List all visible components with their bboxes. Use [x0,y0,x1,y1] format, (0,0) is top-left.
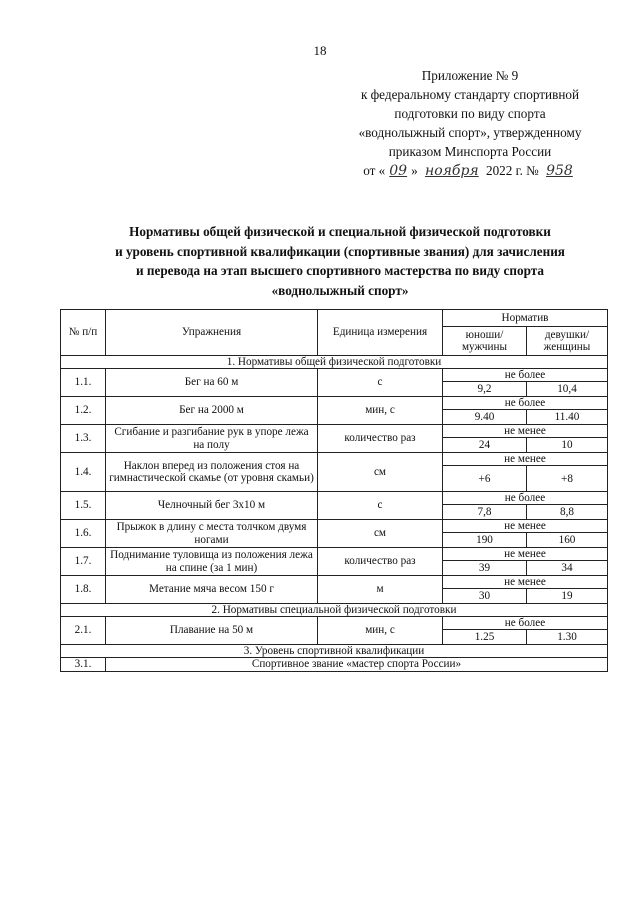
page-number: 18 [313,43,327,58]
row-condition: не более [443,369,608,382]
row-number: 1.4. [61,453,106,492]
row-exercise: Поднимание туловища из положения лежа на спине (за 1 мин) [106,548,318,576]
handwritten-day: 09 [389,163,408,179]
value-female: +8 [527,466,608,492]
row-condition: не более [443,617,608,630]
row-condition: не менее [443,520,608,533]
row-unit: м [318,576,443,604]
row-number: 1.7. [61,548,106,576]
value-male: 24 [443,438,527,453]
row-exercise: Плавание на 50 м [106,617,318,645]
value-female: 19 [527,589,608,604]
row-number: 1.8. [61,576,106,604]
table-row [61,617,608,630]
title-line: и уровень спортивной квалификации (спортивные звания) для зачисления [115,243,565,259]
norms-table-body [61,310,608,672]
value-female: 1.30 [527,630,608,645]
row-number: 3.1. [61,658,106,672]
header-exercise: Упражнения [106,310,318,356]
row-condition: не менее [443,425,608,438]
table-row [61,492,608,505]
section-row [61,645,608,658]
row-number: 1.1. [61,369,106,397]
appendix-line: Приложение № 9 [421,68,519,83]
row-condition: не менее [443,453,608,466]
header-unit: Единица измерения [318,310,443,356]
row-unit: см [318,453,443,492]
table-row [61,548,608,561]
value-female: 8,8 [527,505,608,520]
header-num: № п/п [61,310,106,356]
row-exercise: Сгибание и разгибание рук в упоре лежа на полу [106,425,318,453]
row-unit: см [318,520,443,548]
table-row [61,658,608,672]
appendix-block [330,66,610,181]
row-condition: не более [443,397,608,410]
value-male: 9,2 [443,382,527,397]
appendix-line: к федеральному стандарту спортивной [360,87,580,102]
section-title: 1. Нормативы общей физической подготовки [61,356,608,369]
header-norm: Норматив [443,310,608,327]
header-row [61,310,608,327]
row-number: 1.6. [61,520,106,548]
value-male: 30 [443,589,527,604]
header-male: юноши/ мужчины [443,327,527,356]
appendix-line: подготовки по виду спорта [394,106,546,121]
table-row [61,576,608,589]
row-unit: с [318,492,443,520]
value-female: 11.40 [527,410,608,425]
table-row [61,520,608,533]
row-unit: с [318,369,443,397]
value-female: 160 [527,533,608,548]
row-number: 1.3. [61,425,106,453]
norms-table [60,309,608,672]
value-female: 10 [527,438,608,453]
row-number: 1.2. [61,397,106,425]
row-unit: количество раз [318,548,443,576]
row-exercise: Наклон вперед из положения стоя на гимнастической скамье (от уровня скамьи) [106,453,318,492]
table-row [61,453,608,466]
handwritten-month: ноября [424,163,479,179]
appendix-date-line [330,161,610,181]
row-condition: не менее [443,548,608,561]
header-female: девушки/ женщины [527,327,608,356]
row-condition: не более [443,492,608,505]
row-number: 1.5. [61,492,106,520]
value-male: 1.25 [443,630,527,645]
section-title: 3. Уровень спортивной квалификации [61,645,608,658]
title-line: и перевода на этап высшего спортивного мастерства по виду спорта [136,263,544,278]
value-female: 34 [527,561,608,576]
value-male: 9.40 [443,410,527,425]
row-number: 2.1. [61,617,106,645]
appendix-line: приказом Минспорта России [388,144,552,159]
value-male: 39 [443,561,527,576]
section-row [61,356,608,369]
row-condition: не менее [443,576,608,589]
table-row [61,425,608,438]
handwritten-order-number: 958 [546,163,573,179]
section-title: 2. Нормативы специальной физической подготовки [61,604,608,617]
value-male: 190 [443,533,527,548]
title-line: «воднолыжный спорт» [271,282,409,298]
row-exercise: Бег на 2000 м [106,397,318,425]
table-row [61,369,608,382]
value-male: 7,8 [443,505,527,520]
row-exercise: Прыжок в длину с места толчком двумя ногами [106,520,318,548]
row-text: Спортивное звание «мастер спорта России» [106,658,608,672]
date-mid: » [411,163,418,178]
document-title [60,222,620,300]
row-unit: мин, с [318,397,443,425]
value-female: 10,4 [527,382,608,397]
appendix-line: «воднолыжный спорт», утвержденному [358,125,582,140]
row-unit: мин, с [318,617,443,645]
row-unit: количество раз [318,425,443,453]
value-male: +6 [443,466,527,492]
date-prefix: от « [363,163,386,178]
section-row [61,604,608,617]
title-line: Нормативы общей физической и специальной физической подготовки [129,224,551,239]
row-exercise: Метание мяча весом 150 г [106,576,318,604]
table-row [61,397,608,410]
row-exercise: Челночный бег 3х10 м [106,492,318,520]
row-exercise: Бег на 60 м [106,369,318,397]
year-text: 2022 г. № [485,163,539,178]
